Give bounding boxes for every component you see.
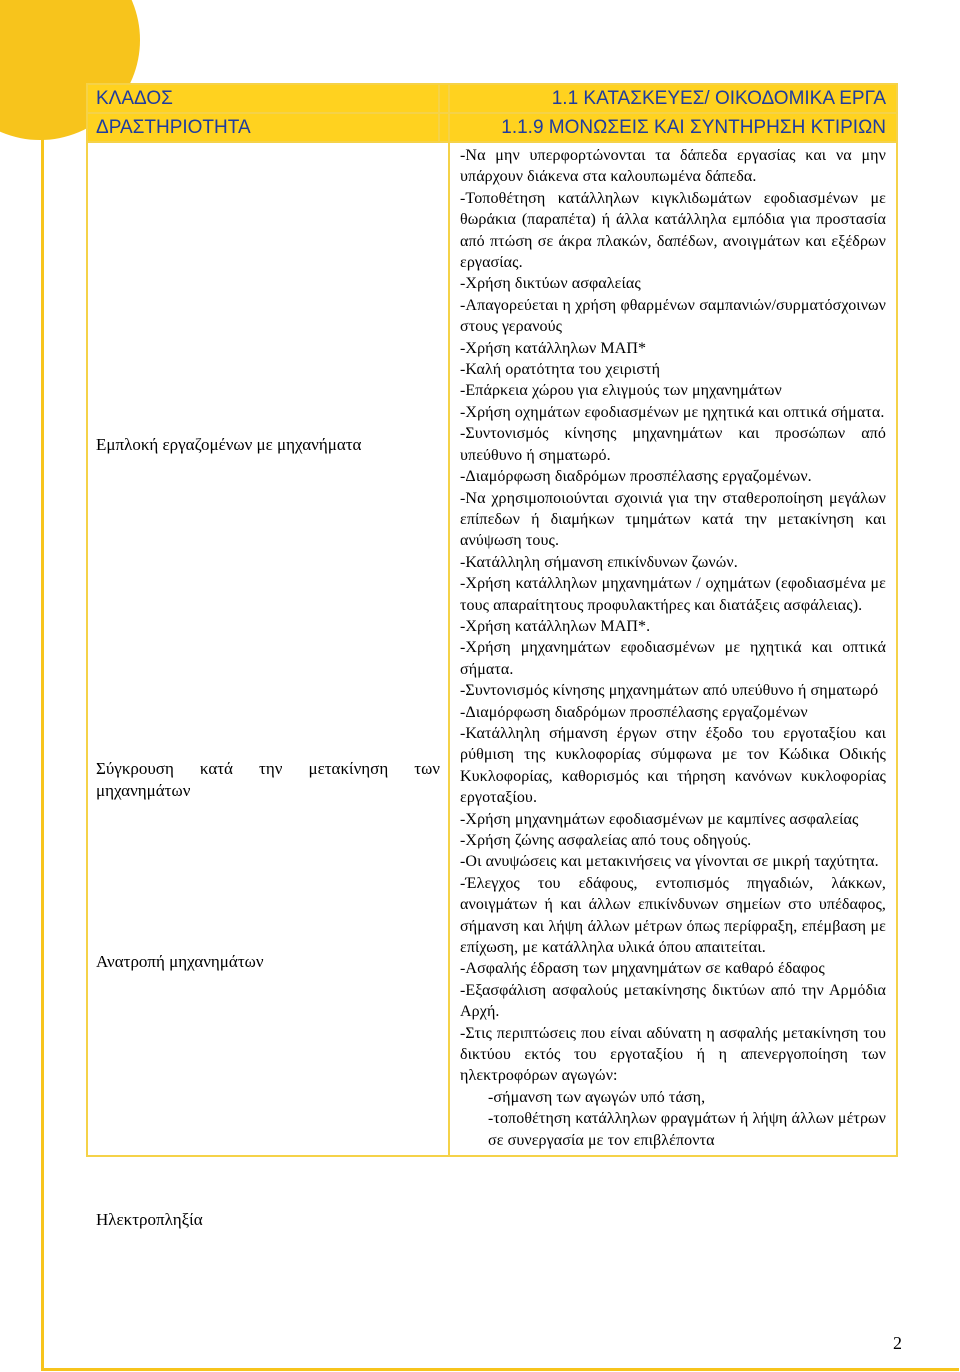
measure-item: -Συντονισμός κίνησης μηχανημάτων από υπεύθυνο ή σηματωρό: [460, 682, 879, 700]
header-row-sector: [87, 84, 897, 113]
measure-item: -Κατάλληλη σήμανση έργων στην έξοδο του εργοταξίου και ρύθμιση της κυκλοφορίας σύμφωνα με τον Κώδικα Οδικής Κυκλοφορίας, καθορισμός και τήρηση κανόνων κυκλοφορίας εργοταξίου.: [460, 724, 886, 807]
measure-item: -Διαμόρφωση διαδρόμων προσπέλασης εργαζομένων: [460, 703, 808, 721]
measure-subitem: -τοποθέτηση κατάλληλων φραγμάτων ή λήψη άλλων μέτρων σε συνεργασία με τον επιβλέποντα: [488, 1110, 886, 1149]
measure-item: -Χρήση δικτύων ασφαλείας: [460, 275, 641, 293]
measure-item: -Χρήση οχημάτων εφοδιασμένων με ηχητικά και οπτικά σήματα.: [460, 403, 885, 421]
measure-item: -Στις περιπτώσεις που είναι αδύνατη η ασφαλής μετακίνηση του δικτύου εκτός του εργοταξίου ή η απενεργοποίηση των ηλεκτροφόρων αγωγών:: [460, 1024, 886, 1085]
sector-value: 1.1 ΚΑΤΑΣΚΕΥΕΣ/ ΟΙΚΟΔΟΜΙΚΑ ΕΡΓΑ: [449, 84, 897, 113]
content-row: [87, 142, 897, 1156]
measure-item: -Τοποθέτηση κατάλληλων κιγκλιδωμάτων εφοδιασμένων με θωράκια (παραπέτα) ή άλλα κατάλληλα εμπόδια για προστασία από πτώση σε άκρα πλακών, δαπέδων, ανοιγμάτων και εξέδρων εργασίας.: [460, 189, 886, 272]
hazard-item: Εμπλοκή εργαζομένων με μηχανήματα: [96, 435, 362, 454]
hazard-item: Ανατροπή μηχανημάτων: [96, 952, 264, 971]
measure-item: -Χρήση κατάλληλων μηχανημάτων / οχημάτων (εφοδιασμένα με τους απαραίτητους προφυλακτήρες και διατάξεις ασφάλειας).: [460, 575, 886, 614]
measure-item: -Συντονισμός κίνησης μηχανημάτων και προσώπων από υπεύθυνο ή σηματωρό.: [460, 425, 886, 464]
measure-item: -Επάρκεια χώρου για ελιγμούς των μηχανημάτων: [460, 382, 782, 400]
measure-item: -Να χρησιμοποιούνται σχοινιά για την σταθεροποίηση μεγάλων επίπεδων ή διαμήκων τμημάτων κατά την μετακίνηση και ανύψωση τους.: [460, 489, 886, 550]
measure-item: -Διαμόρφωση διαδρόμων προσπέλασης εργαζομένων.: [460, 468, 812, 486]
hazard-item: Ηλεκτροπληξία: [96, 1210, 203, 1229]
hazard-item: Σύγκρουση κατά την μετακίνηση των μηχανημάτων: [96, 759, 440, 800]
measure-item: -Χρήση κατάλληλων ΜΑΠ*: [460, 339, 647, 357]
page-number: 2: [893, 1333, 902, 1353]
measure-item: -Ασφαλής έδραση των μηχανημάτων σε καθαρό έδαφος: [460, 960, 825, 978]
header-row-activity: [87, 113, 897, 142]
activity-label: ΔΡΑΣΤΗΡΙΟΤΗΤΑ: [87, 113, 439, 142]
measure-item: -Καλή ορατότητα του χειριστή: [460, 361, 661, 379]
safety-table: [86, 83, 898, 1229]
measure-item: -Χρήση κατάλληλων ΜΑΠ*.: [460, 617, 651, 635]
activity-value: 1.1.9 ΜΟΝΩΣΕΙΣ ΚΑΙ ΣΥΝΤΗΡΗΣΗ ΚΤΙΡΙΩΝ: [449, 113, 897, 142]
measure-item: -Χρήση μηχανημάτων εφοδιασμένων με ηχητικά και οπτικά σήματα.: [460, 639, 886, 678]
measure-item: -Χρήση μηχανημάτων εφοδιασμένων με καμπίνες ασφαλείας: [460, 810, 859, 828]
measure-subitem: -σήμανση των αγωγών υπό τάση,: [488, 1088, 706, 1106]
sector-label: ΚΛΑΔΟΣ: [87, 84, 439, 113]
measure-item: -Εξασφάλιση ασφαλούς μετακίνησης δικτύων από την Αρμόδια Αρχή.: [460, 981, 886, 1021]
measure-item: -Οι ανυψώσεις και μετακινήσεις να γίνονται σε μικρή ταχύτητα.: [460, 853, 879, 871]
measure-item: -Να μην υπερφορτώνονται τα δάπεδα εργασίας και να μην υπάρχουν διάκενα στα καλουπωμένα δάπεδα.: [460, 147, 886, 186]
measures-column: [449, 142, 897, 1156]
measure-item: -Κατάλληλη σήμανση επικίνδυνων ζωνών.: [460, 553, 738, 571]
measure-item: -Χρήση ζώνης ασφαλείας από τους οδηγούς.: [460, 832, 752, 849]
measure-item: -Απαγορεύεται η χρήση φθαρμένων σαμπανιών/συρματόσχοινων στους γερανούς: [460, 296, 886, 336]
measure-item: -Έλεγχος του εδάφους, εντοπισμός πηγαδιών, λάκκων, ανοιγμάτων ή και άλλων επικίνδυνων σημείων στο υπέδαφος, σήμανση και λήψη άλλων μέτρων όπως περίφραξη, επέμβαση με επίχωση, με κατάλληλα υλικά όπου απαιτείται.: [460, 874, 886, 957]
hazards-column: [87, 142, 449, 1229]
